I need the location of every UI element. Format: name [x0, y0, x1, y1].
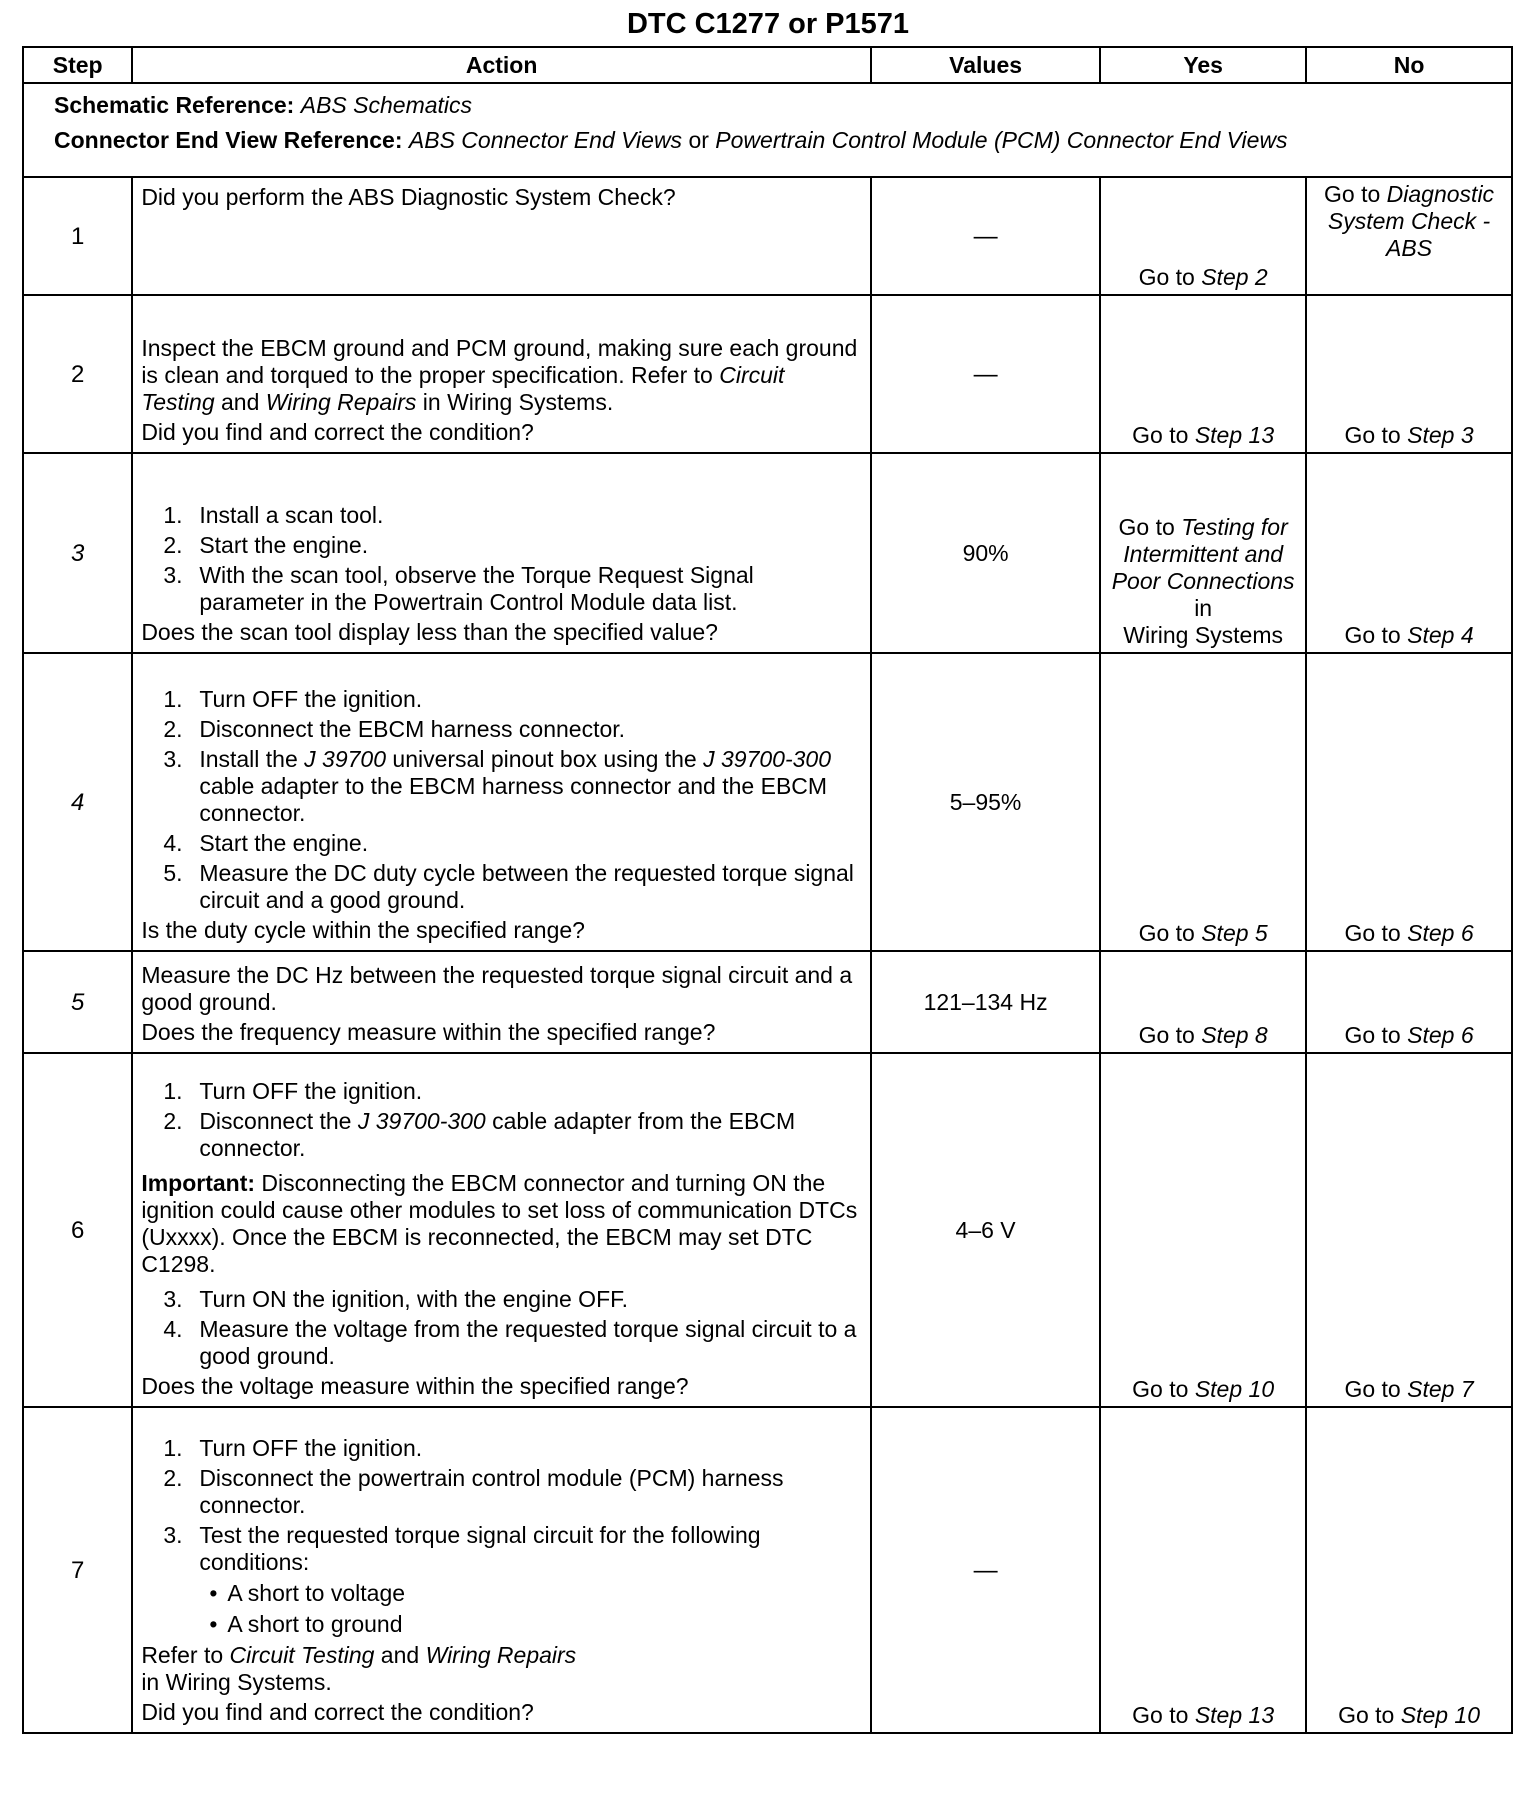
- table-row: [23, 177, 1512, 295]
- tool-j39700-300-link[interactable]: J 39700-300: [357, 1108, 486, 1134]
- connector-link-abs[interactable]: ABS Connector End Views: [408, 127, 683, 153]
- table-row: [23, 1053, 1512, 1407]
- no-cell: Go to Diagnostic System Check - ABS: [1306, 177, 1512, 295]
- diagnostic-table: [22, 46, 1513, 1734]
- yes-link[interactable]: Step 2: [1201, 264, 1268, 290]
- step-number: 3: [23, 453, 132, 653]
- value-cell: 121–134 Hz: [871, 951, 1100, 1053]
- action-cell: 1. Install a scan tool. 2. Start the engine. 3. With the scan tool, observe the Torque Request Signal parameter in the Powertrain Control Module data list. Does the scan tool display less than the specified value?: [132, 453, 871, 653]
- action-cell: 1. Turn OFF the ignition. 2. Disconnect the powertrain control module (PCM) harness connector. 3. Test the requested torque signal circuit for the following conditions: • A short to voltage • A short to ground Refer to Circuit Testing and Wiring Repairs in Wiring Systems. Did you find and correct the condition?: [132, 1407, 871, 1733]
- no-link[interactable]: Step 10: [1400, 1702, 1481, 1728]
- step-number: 1: [23, 177, 132, 295]
- action-cell: 1. Turn OFF the ignition. 2. Disconnect the EBCM harness connector. 3. Install the J 39700 universal pinout box using the J 39700-300 cable adapter to the EBCM harness connector and the EBCM connector. 4. Start the engine. 5. Measure the DC duty cycle between the requested torque signal circuit and a good ground. Is the duty cycle within the specified range?: [132, 653, 871, 951]
- yes-cell: Go to Step 2: [1100, 177, 1306, 295]
- table-row: [23, 1407, 1512, 1733]
- step-number: 5: [23, 951, 132, 1053]
- circuit-testing-link[interactable]: Circuit Testing: [141, 362, 785, 415]
- no-cell: Go to Step 3: [1306, 295, 1512, 453]
- yes-link[interactable]: Step 8: [1201, 1022, 1268, 1048]
- table-row: [23, 295, 1512, 453]
- table-row: [23, 653, 1512, 951]
- action-cell: Measure the DC Hz between the requested torque signal circuit and a good ground. Does the frequency measure within the specified range?: [132, 951, 871, 1053]
- header-row: [23, 47, 1512, 83]
- connector-reference: Connector End View Reference: ABS Connector End Views or Powertrain Control Module (PCM) Connector End Views: [54, 127, 1288, 153]
- no-link[interactable]: Step 3: [1407, 422, 1474, 448]
- no-cell: Go to Step 10: [1306, 1407, 1512, 1733]
- yes-cell: Go to Step 8: [1100, 951, 1306, 1053]
- no-link[interactable]: Step 7: [1407, 1376, 1474, 1402]
- no-link[interactable]: Step 4: [1407, 622, 1474, 648]
- page-title: DTC C1277 or P1571: [626, 8, 910, 40]
- step-number: 4: [23, 653, 132, 951]
- schematic-reference: Schematic Reference: ABS Schematics: [54, 92, 473, 118]
- action-cell: Inspect the EBCM ground and PCM ground, making sure each ground is clean and torqued to the proper specification. Refer to Circuit Testing and Wiring Repairs in Wiring Systems. Did you find and correct the condition?: [132, 295, 871, 453]
- yes-link[interactable]: Step 10: [1194, 1376, 1275, 1402]
- value-cell: —: [871, 177, 1100, 295]
- header-step: Step: [23, 47, 132, 83]
- wiring-repairs-link[interactable]: Wiring Repairs: [265, 389, 417, 415]
- yes-cell: Go to Step 10: [1100, 1053, 1306, 1407]
- yes-link[interactable]: Step 5: [1201, 920, 1268, 946]
- yes-cell: Go to Step 13: [1100, 1407, 1306, 1733]
- list-item: • A short to ground: [209, 1611, 403, 1637]
- header-yes: Yes: [1100, 47, 1306, 83]
- connector-link-pcm[interactable]: Powertrain Control Module (PCM) Connector End Views: [715, 127, 1288, 153]
- tool-j39700-link[interactable]: J 39700: [304, 746, 387, 772]
- no-cell: Go to Step 6: [1306, 951, 1512, 1053]
- yes-cell: Go to Step 13: [1100, 295, 1306, 453]
- yes-cell: Go to Step 5: [1100, 653, 1306, 951]
- schematic-link[interactable]: ABS Schematics: [300, 92, 473, 118]
- yes-link[interactable]: Step 13: [1194, 422, 1275, 448]
- table-row: [23, 951, 1512, 1053]
- reference-row: [23, 83, 1512, 177]
- yes-cell: Go to Testing for Intermittent and Poor Connections in Wiring Systems: [1100, 453, 1306, 653]
- list-item: • A short to voltage: [209, 1580, 406, 1606]
- value-cell: —: [871, 1407, 1100, 1733]
- tool-j39700-300-link[interactable]: J 39700-300: [703, 746, 831, 772]
- step-number: 2: [23, 295, 132, 453]
- no-cell: Go to Step 4: [1306, 453, 1512, 653]
- header-values: Values: [871, 47, 1100, 83]
- header-action: Action: [132, 47, 871, 83]
- value-cell: 5–95%: [871, 653, 1100, 951]
- no-cell: Go to Step 6: [1306, 653, 1512, 951]
- value-cell: 90%: [871, 453, 1100, 653]
- action-cell: 1. Turn OFF the ignition. 2. Disconnect the J 39700-300 cable adapter from the EBCM connector. Important: Disconnecting the EBCM connector and turning ON the ignition could cause other modules to set loss of communication DTCs (Uxxxx). Once the EBCM is reconnected, the EBCM may set DTC C1298. 3. Turn ON the ignition, with the engine OFF. 4. Measure the voltage from the requested torque signal circuit to a good ground. Does the voltage measure within the specified range?: [132, 1053, 871, 1407]
- value-cell: —: [871, 295, 1100, 453]
- header-no: No: [1306, 47, 1512, 83]
- circuit-testing-link[interactable]: Circuit Testing: [229, 1642, 375, 1668]
- wiring-repairs-link[interactable]: Wiring Repairs: [425, 1642, 577, 1668]
- value-cell: 4–6 V: [871, 1053, 1100, 1407]
- no-link[interactable]: Diagnostic System Check - ABS: [1327, 181, 1495, 261]
- no-link[interactable]: Step 6: [1407, 1022, 1474, 1048]
- action-cell: Did you perform the ABS Diagnostic System Check?: [132, 177, 871, 295]
- yes-link[interactable]: Step 13: [1194, 1702, 1275, 1728]
- step-number: 6: [23, 1053, 132, 1407]
- no-cell: Go to Step 7: [1306, 1053, 1512, 1407]
- reference-cell: [23, 83, 1512, 177]
- table-row: [23, 453, 1512, 653]
- step-number: 7: [23, 1407, 132, 1733]
- yes-link[interactable]: Testing for Intermittent and Poor Connections: [1111, 514, 1295, 594]
- important-note: Important: Disconnecting the EBCM connector and turning ON the ignition could cause other modules to set loss of communication DTCs (Uxxxx). Once the EBCM is reconnected, the EBCM may set DTC C1298.: [141, 1170, 858, 1277]
- no-link[interactable]: Step 6: [1407, 920, 1474, 946]
